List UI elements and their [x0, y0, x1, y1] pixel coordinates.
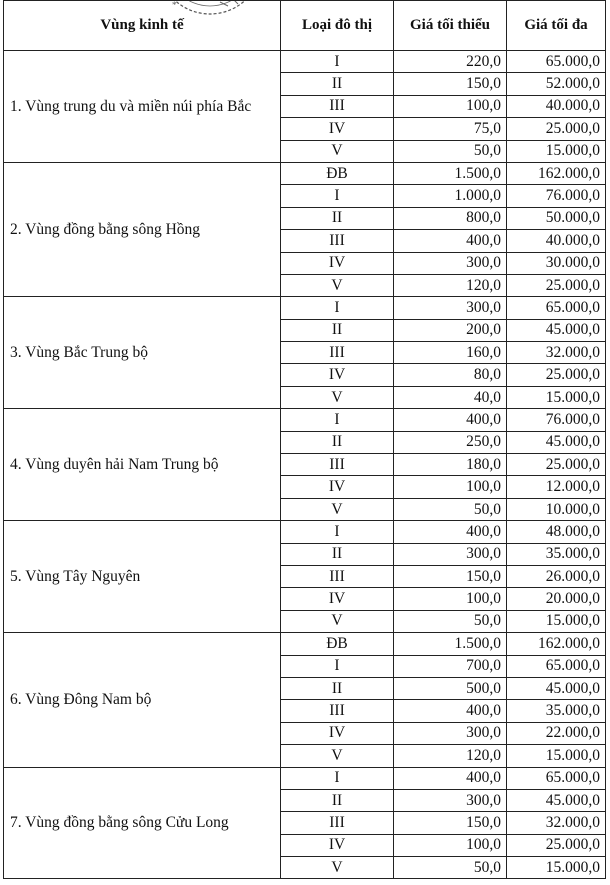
max-price-cell: 35.000,0 — [507, 700, 606, 722]
max-price-cell: 15.000,0 — [507, 745, 606, 767]
urban-class-cell: IV — [281, 588, 394, 610]
table-row — [4, 297, 606, 319]
max-price-cell: 40.000,0 — [507, 230, 606, 252]
urban-class-cell: V — [281, 274, 394, 296]
svg-text:*: * — [172, 0, 177, 10]
min-price-cell: 300,0 — [394, 789, 507, 811]
region-name: 2. Vùng đồng bằng sông Hồng — [4, 162, 281, 296]
min-price-cell: 50,0 — [394, 857, 507, 879]
min-price-cell: 1.500,0 — [394, 162, 507, 184]
max-price-cell: 25.000,0 — [507, 834, 606, 856]
min-price-cell: 75,0 — [394, 118, 507, 140]
min-price-cell: 150,0 — [394, 73, 507, 95]
table-row — [4, 521, 606, 543]
region-name: 7. Vùng đồng bằng sông Cửu Long — [4, 767, 281, 879]
max-price-cell: 162.000,0 — [507, 633, 606, 655]
urban-class-cell: V — [281, 140, 394, 162]
min-price-cell: 400,0 — [394, 521, 507, 543]
urban-class-cell: I — [281, 297, 394, 319]
min-price-cell: 50,0 — [394, 610, 507, 632]
min-price-cell: 400,0 — [394, 700, 507, 722]
max-price-cell: 25.000,0 — [507, 364, 606, 386]
urban-class-cell: III — [281, 812, 394, 834]
min-price-cell: 100,0 — [394, 834, 507, 856]
urban-class-cell: II — [281, 677, 394, 699]
max-price-cell: 65.000,0 — [507, 297, 606, 319]
table-row — [4, 409, 606, 431]
urban-class-cell: III — [281, 342, 394, 364]
table-header-row — [4, 1, 606, 51]
urban-class-cell: IV — [281, 834, 394, 856]
table-body — [4, 51, 606, 879]
min-price-cell: 400,0 — [394, 409, 507, 431]
min-price-cell: 80,0 — [394, 364, 507, 386]
urban-class-cell: V — [281, 610, 394, 632]
region-name: 1. Vùng trung du và miền núi phía Bắc — [4, 51, 281, 163]
max-price-cell: 45.000,0 — [507, 319, 606, 341]
max-price-cell: 25.000,0 — [507, 274, 606, 296]
min-price-cell: 40,0 — [394, 386, 507, 408]
region-name: 4. Vùng duyên hải Nam Trung bộ — [4, 409, 281, 521]
max-price-cell: 32.000,0 — [507, 812, 606, 834]
urban-class-cell: I — [281, 185, 394, 207]
min-price-cell: 120,0 — [394, 745, 507, 767]
max-price-cell: 76.000,0 — [507, 409, 606, 431]
min-price-cell: 150,0 — [394, 812, 507, 834]
max-price-cell: 76.000,0 — [507, 185, 606, 207]
region-name: 3. Vùng Bắc Trung bộ — [4, 297, 281, 409]
table-row — [4, 633, 606, 655]
table-row — [4, 162, 606, 184]
max-price-cell: 15.000,0 — [507, 386, 606, 408]
min-price-cell: 300,0 — [394, 297, 507, 319]
max-price-cell: 40.000,0 — [507, 95, 606, 117]
urban-class-cell: II — [281, 319, 394, 341]
urban-class-cell: I — [281, 409, 394, 431]
urban-class-cell: V — [281, 857, 394, 879]
table-row — [4, 767, 606, 789]
max-price-cell: 45.000,0 — [507, 789, 606, 811]
min-price-cell: 180,0 — [394, 454, 507, 476]
urban-class-cell: I — [281, 51, 394, 73]
max-price-cell: 12.000,0 — [507, 476, 606, 498]
min-price-cell: 100,0 — [394, 476, 507, 498]
min-price-cell: 700,0 — [394, 655, 507, 677]
max-price-cell: 45.000,0 — [507, 431, 606, 453]
min-price-cell: 250,0 — [394, 431, 507, 453]
urban-class-cell: ĐB — [281, 162, 394, 184]
max-price-cell: 48.000,0 — [507, 521, 606, 543]
min-price-cell: 300,0 — [394, 722, 507, 744]
min-price-cell: 500,0 — [394, 677, 507, 699]
max-price-cell: 65.000,0 — [507, 767, 606, 789]
min-price-cell: 150,0 — [394, 565, 507, 587]
urban-class-cell: V — [281, 386, 394, 408]
min-price-cell: 50,0 — [394, 498, 507, 520]
max-price-cell: 35.000,0 — [507, 543, 606, 565]
table-row — [4, 51, 606, 73]
max-price-cell: 10.000,0 — [507, 498, 606, 520]
max-price-cell: 25.000,0 — [507, 118, 606, 140]
price-table — [3, 0, 606, 879]
min-price-cell: 50,0 — [394, 140, 507, 162]
min-price-cell: 220,0 — [394, 51, 507, 73]
max-price-cell: 15.000,0 — [507, 857, 606, 879]
urban-class-cell: I — [281, 521, 394, 543]
max-price-cell: 50.000,0 — [507, 207, 606, 229]
max-price-cell: 65.000,0 — [507, 655, 606, 677]
max-price-cell: 22.000,0 — [507, 722, 606, 744]
urban-class-cell: ĐB — [281, 633, 394, 655]
header-urban-class: Loại đô thị — [281, 1, 394, 51]
urban-class-cell: I — [281, 655, 394, 677]
max-price-cell: 52.000,0 — [507, 73, 606, 95]
min-price-cell: 300,0 — [394, 252, 507, 274]
max-price-cell: 20.000,0 — [507, 588, 606, 610]
urban-class-cell: III — [281, 454, 394, 476]
max-price-cell: 32.000,0 — [507, 342, 606, 364]
urban-class-cell: III — [281, 95, 394, 117]
urban-class-cell: II — [281, 207, 394, 229]
max-price-cell: 15.000,0 — [507, 610, 606, 632]
urban-class-cell: IV — [281, 722, 394, 744]
max-price-cell: 26.000,0 — [507, 565, 606, 587]
region-name: 6. Vùng Đông Nam bộ — [4, 633, 281, 767]
max-price-cell: 45.000,0 — [507, 677, 606, 699]
urban-class-cell: IV — [281, 252, 394, 274]
min-price-cell: 100,0 — [394, 588, 507, 610]
min-price-cell: 200,0 — [394, 319, 507, 341]
urban-class-cell: V — [281, 745, 394, 767]
max-price-cell: 162.000,0 — [507, 162, 606, 184]
max-price-cell: 15.000,0 — [507, 140, 606, 162]
urban-class-cell: IV — [281, 476, 394, 498]
header-min-price: Giá tối thiểu — [394, 1, 507, 51]
min-price-cell: 1.500,0 — [394, 633, 507, 655]
urban-class-cell: III — [281, 230, 394, 252]
urban-class-cell: II — [281, 73, 394, 95]
header-region: Vùng kinh tế — [4, 1, 281, 51]
min-price-cell: 800,0 — [394, 207, 507, 229]
header-max-price: Giá tối đa — [507, 1, 606, 51]
min-price-cell: 1.000,0 — [394, 185, 507, 207]
min-price-cell: 160,0 — [394, 342, 507, 364]
urban-class-cell: V — [281, 498, 394, 520]
region-name: 5. Vùng Tây Nguyên — [4, 521, 281, 633]
urban-class-cell: III — [281, 700, 394, 722]
min-price-cell: 100,0 — [394, 95, 507, 117]
urban-class-cell: I — [281, 767, 394, 789]
max-price-cell: 30.000,0 — [507, 252, 606, 274]
urban-class-cell: II — [281, 789, 394, 811]
urban-class-cell: III — [281, 565, 394, 587]
min-price-cell: 400,0 — [394, 230, 507, 252]
urban-class-cell: II — [281, 431, 394, 453]
min-price-cell: 300,0 — [394, 543, 507, 565]
min-price-cell: 120,0 — [394, 274, 507, 296]
max-price-cell: 65.000,0 — [507, 51, 606, 73]
min-price-cell: 400,0 — [394, 767, 507, 789]
urban-class-cell: II — [281, 543, 394, 565]
max-price-cell: 25.000,0 — [507, 454, 606, 476]
urban-class-cell: IV — [281, 364, 394, 386]
urban-class-cell: IV — [281, 118, 394, 140]
